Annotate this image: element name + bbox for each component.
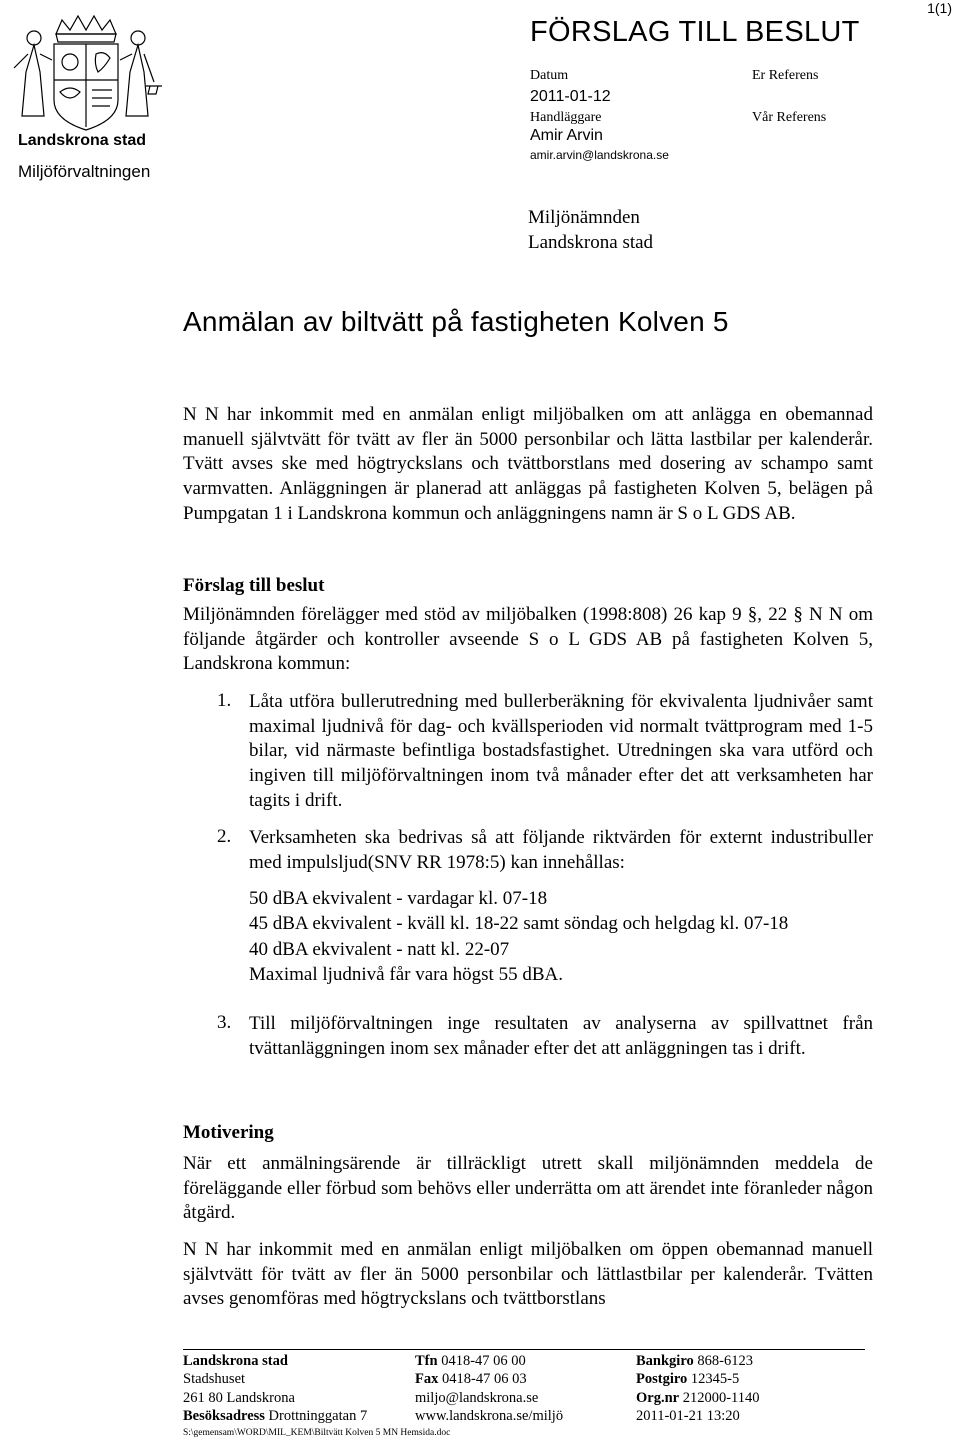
list-item-text: Till miljöförvaltningen inge resultaten av analyserna av spillvattnet från tvättanläggningen inom sex månader efter det att anläggningen tas i drift. bbox=[249, 1013, 873, 1059]
footer-file-path: S:\gemensam\WORD\MIL_KEM\Biltvätt Kolven 5 MN Hemsida.doc bbox=[183, 1428, 451, 1438]
subject-heading: Anmälan av biltvätt på fastigheten Kolven 5 bbox=[183, 306, 729, 337]
footer-orgnr-label: Org.nr bbox=[636, 1389, 680, 1406]
officer-email: amir.arvin@landskrona.se bbox=[530, 148, 669, 162]
document-title: FÖRSLAG TILL BESLUT bbox=[530, 16, 860, 48]
footer-visit-value: Drottninggatan 7 bbox=[268, 1407, 368, 1424]
list-item-number: 2. bbox=[217, 826, 232, 847]
noise-limit-line: Maximal ljudnivå får vara högst 55 dBA. bbox=[249, 963, 563, 985]
date-value: 2011-01-12 bbox=[530, 88, 611, 105]
department-name: Miljöförvaltningen bbox=[18, 162, 151, 181]
recipient-line: Miljönämnden bbox=[528, 207, 640, 228]
your-reference-label: Er Referens bbox=[752, 68, 819, 83]
footer-postal: 261 80 Landskrona bbox=[183, 1389, 295, 1406]
org-name: Landskrona stad bbox=[18, 132, 147, 149]
footer-contact-column bbox=[415, 1352, 563, 1425]
coat-of-arms-logo bbox=[4, 12, 164, 142]
proposal-heading: Förslag till beslut bbox=[183, 575, 325, 596]
our-reference-label: Vår Referens bbox=[752, 110, 827, 125]
footer-tfn-label: Tfn bbox=[415, 1353, 438, 1369]
footer-bankgiro-label: Bankgiro bbox=[636, 1353, 694, 1369]
officer-name: Amir Arvin bbox=[530, 127, 603, 144]
footer-visit-label: Besöksadress bbox=[183, 1407, 265, 1424]
noise-limit-line: 50 dBA ekvivalent - vardagar kl. 07-18 bbox=[249, 888, 548, 909]
footer-fax-label: Fax bbox=[415, 1371, 439, 1388]
footer-address-column bbox=[183, 1352, 367, 1425]
footer-payment-column bbox=[636, 1352, 760, 1425]
footer-building: Stadshuset bbox=[183, 1371, 246, 1388]
footer-email: miljo@landskrona.se bbox=[415, 1389, 539, 1406]
footer-web: www.landskrona.se/miljö bbox=[415, 1407, 564, 1424]
intro-paragraph: N N har inkommit med en anmälan enligt miljöbalken om att anlägga en obemannad manuell självtvätt för tvätt av fler än 5000 personbilar och lätta lastbilar per kalenderår. Tvätt avses ske med högtryckslans och tvättborstlans med dosering av schampo samt varmvatten. Anläggningen är planerad att anläggas på fastigheten Kolven 5, belägen på Pumpgatan 1 i Landskrona kommun och anläggningens namn är S o L GDS AB. bbox=[183, 404, 873, 524]
footer-divider bbox=[183, 1349, 865, 1350]
list-item-number: 3. bbox=[217, 1012, 232, 1033]
footer-orgnr-value: 212000-1140 bbox=[682, 1389, 760, 1406]
footer-postgiro-label: Postgiro bbox=[636, 1371, 688, 1388]
page-number: 1(1) bbox=[927, 0, 952, 16]
list-item-text: Låta utföra bullerutredning med bullerberäkning för ekvivalenta ljudnivåer samt maximal ljudnivå för dag- och kvällsperioden vid normalt tvättprogram med 1-5 bilar, vid närmaste befintliga bostadsfastighet. Utredningen ska vara utförd och ingiven till miljöförvaltningen inom två månader efter det att verksamheten har tagits i drift. bbox=[249, 691, 873, 811]
list-item-number: 1. bbox=[217, 690, 232, 711]
motivation-paragraph: När ett anmälningsärende är tillräckligt utrett skall miljönämnden meddela de föreläggande eller förbud som behövs eller underrätta om att ärendet inte föranleder någon åtgärd. bbox=[183, 1153, 873, 1224]
recipient-line: Landskrona stad bbox=[528, 232, 654, 253]
footer-postgiro-value: 12345-5 bbox=[690, 1371, 740, 1388]
officer-label: Handläggare bbox=[530, 110, 602, 125]
footer-org-name: Landskrona stad bbox=[183, 1353, 288, 1369]
footer-bankgiro-value: 868-6123 bbox=[697, 1353, 753, 1369]
footer-fax-value: 0418-47 06 03 bbox=[441, 1371, 527, 1388]
list-item-text: Verksamheten ska bedrivas så att följande riktvärden för externt industribuller med impulsljud(SNV RR 1978:5) kan innehållas: bbox=[249, 827, 873, 873]
footer-tfn-value: 0418-47 06 00 bbox=[441, 1353, 526, 1369]
date-label: Datum bbox=[530, 68, 569, 83]
noise-limit-line: 45 dBA ekvivalent - kväll kl. 18-22 samt söndag och helgdag kl. 07-18 bbox=[249, 913, 789, 935]
noise-limits bbox=[249, 886, 788, 987]
footer-printed-date: 2011-01-21 13:20 bbox=[636, 1407, 740, 1424]
motivation-paragraph: N N har inkommit med en anmälan enligt miljöbalken om öppen obemannad manuell självtvätt för tvätt av fler än 5000 personbilar och lättlastbilar per kalenderår. Tvätten avses genomföras med högtryckslans och tvättborstlans bbox=[183, 1239, 873, 1310]
proposal-paragraph: Miljönämnden förelägger med stöd av miljöbalken (1998:808) 26 kap 9 §, 22 § N N om följande åtgärder och kontroller avseende S o L GDS AB på fastigheten Kolven 5, Landskrona kommun: bbox=[183, 604, 873, 675]
motivation-heading: Motivering bbox=[183, 1122, 274, 1143]
recipient-block bbox=[528, 205, 653, 255]
noise-limit-line: 40 dBA ekvivalent - natt kl. 22-07 bbox=[249, 938, 510, 960]
